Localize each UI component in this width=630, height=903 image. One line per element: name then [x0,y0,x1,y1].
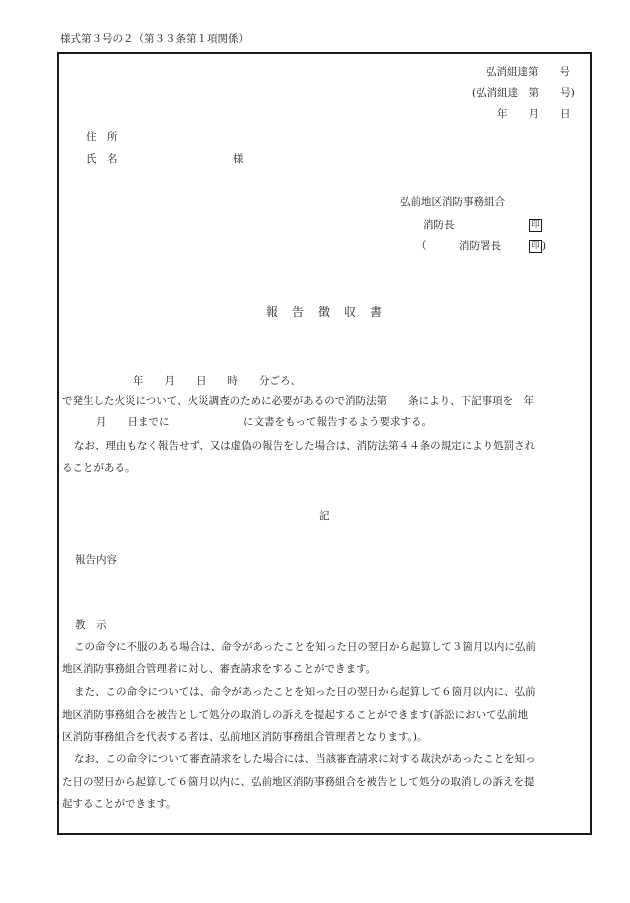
seal-icon: 印 [529,219,542,232]
doc-number-alt-line: (弘消組達 第 号) [472,87,575,99]
address-label: 住 所 [86,131,118,143]
instruction-p3-line3: 起することができます。 [62,798,177,810]
name-label: 氏 名 [86,153,118,165]
station-chief-open-paren: （ [416,240,427,252]
date-line: 年 月 日 [497,108,571,120]
instruction-p2-line3: 区消防事務組合を代表する者は、弘前地区消防事務組合管理者となります。)。 [62,731,428,743]
time-line: 年 月 日 時 分ごろ、 [133,375,301,387]
instruction-p3-line1: なお、この命令について審査請求をした場合には、当該審査請求に対する裁決があったことを知っ [74,753,536,765]
instruction-heading: 教 示 [75,619,107,631]
ki-mark: 記 [319,510,330,522]
body-line-4: ることがある。 [62,462,136,474]
chief-label: 消防長 [423,219,455,231]
instruction-p2-line1: また、この命令については、命令があったことを知った日の翌日から起算して６箇月以内に、弘前 [74,686,536,698]
body-line-2: 月 日までに に文書をもって報告するよう要求する。 [96,416,432,428]
instruction-p2-line2: 地区消防事務組合を被告として処分の取消しの訴えを提起することができます(訴訟において弘前地 [62,709,529,721]
close-paren: ) [542,240,547,252]
document-title: 報告徴収書 [266,305,397,319]
report-content-label: 報告内容 [75,554,117,566]
doc-number-line: 弘消組達第 号 [486,66,570,78]
sender-organization: 弘前地区消防事務組合 [400,196,505,208]
station-chief-label: 消防署長 [459,240,501,252]
seal-icon-station: 印 [529,240,542,253]
form-number: 様式第３号の２（第３３条第１項関係） [60,33,249,45]
instruction-p1-line2: 地区消防事務組合管理者に対し、審査請求をすることができます。 [62,663,377,675]
instruction-p1-line1: この命令に不服のある場合は、命令があったことを知った日の翌日から起算して３箇月以内に弘前 [74,641,536,653]
body-line-1: で発生した火災について、火災調査のために必要があるので消防法第 条により、下記事項を 年 [62,395,535,407]
body-line-3: なお、理由もなく報告せず、又は虚偽の報告をした場合は、消防法第４４条の規定により処罰され [74,440,536,452]
instruction-p3-line2: た日の翌日から起算して６箇月以内に、弘前地区消防事務組合を被告として処分の取消しの訴えを提 [62,776,535,788]
honorific: 様 [233,153,244,165]
